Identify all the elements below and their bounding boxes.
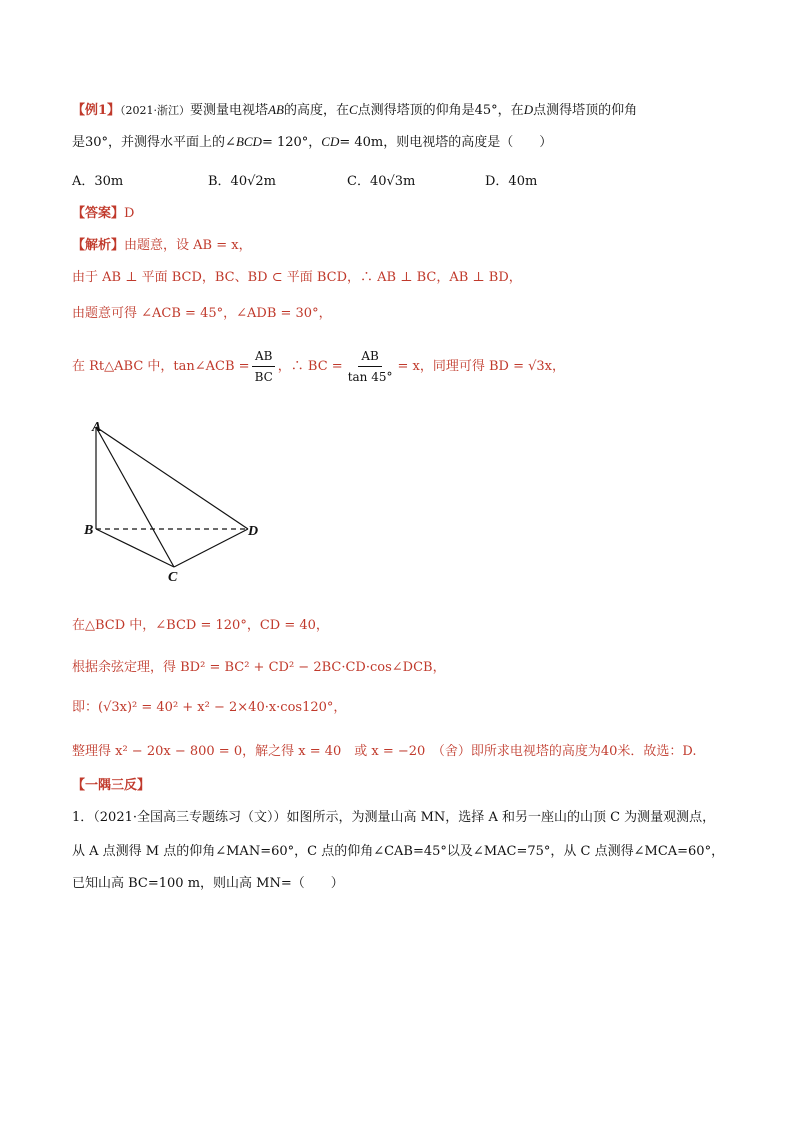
option-b: B．40√2m (208, 174, 276, 189)
analysis-line-7: 即：(√3x)² = 40² + x² − 2×40·x·cos120°， (72, 700, 347, 715)
var-bcd: BCD (235, 134, 262, 149)
example-tag: 【例1】 (72, 103, 121, 118)
analysis-line-5: 在△BCD 中，∠BCD = 120°，CD = 40， (72, 618, 329, 633)
analysis-line-3: 由题意可得 ∠ACB = 45°，∠ADB = 30°， (72, 306, 332, 321)
analysis-line-1 (72, 236, 252, 256)
fraction-num: AB (358, 346, 381, 367)
example-text: 点测得塔顶的仰角 (533, 103, 638, 118)
fraction-num: AB (252, 346, 275, 367)
analysis-text: = x，同理可得 BD = √3x， (397, 358, 566, 374)
option-d: D．40m (485, 174, 538, 189)
label-b: B (84, 523, 94, 538)
example-text: = 40m，则电视塔的高度是（ ） (339, 135, 553, 150)
var-ab: AB (268, 102, 284, 117)
analysis-text: ，∴ BC = (277, 358, 343, 374)
var-d: D (523, 102, 534, 117)
analysis-line-4 (72, 346, 565, 387)
fraction-ab-bc (252, 346, 276, 387)
example-line-1 (72, 100, 637, 121)
edge-cd (174, 529, 248, 567)
analysis-text: 在 Rt△ABC 中，tan∠ACB = (72, 358, 250, 374)
analysis-line-2: 由于 AB ⊥ 平面 BCD，BC、BD ⊂ 平面 BCD，∴ AB ⊥ BC，AB ⊥ BD， (72, 270, 522, 285)
example-text: = 120°， (261, 135, 322, 150)
example-source: （2021·浙江） (120, 104, 191, 117)
exercise-line-3: 已知山高 BC=100 m，则山高 MN=（ ） (72, 876, 344, 891)
example-text: 的高度，在 (283, 103, 349, 118)
fraction-den: tan 45° (347, 370, 393, 384)
option-c: C．40√3m (347, 174, 416, 189)
analysis-line-6: 根据余弦定理，得 BD² = BC² + CD² − 2BC·CD·cos∠DCB， (72, 660, 446, 675)
exercise-line-1: 1．（2021·全国高三专题练习（文））如图所示，为测量山高 MN，选择 A 和另一座山的山顶 C 为测量观测点， (72, 810, 716, 825)
label-c: C (168, 570, 178, 585)
answer-line (72, 204, 134, 224)
var-c: C (348, 102, 358, 117)
analysis-line-8: 整理得 x² − 20x − 800 = 0，解之得 x = 40 或 x = −20 （舍）即所求电视塔的高度为40米．故选：D. (72, 744, 697, 759)
example-line-2 (72, 132, 552, 153)
edge-ad (96, 427, 248, 529)
exercise-line-2: 从 A 点测得 M 点的仰角∠MAN=60°，C 点的仰角∠CAB=45°以及∠MAC=75°，从 C 点测得∠MCA=60°， (72, 844, 725, 859)
label-a: A (92, 420, 102, 435)
section-title: 【一隅三反】 (72, 778, 151, 793)
label-d: D (248, 524, 259, 539)
var-cd: CD (321, 134, 340, 149)
edge-bc (96, 529, 174, 567)
answer-value: D (124, 206, 135, 221)
option-a: A．30m (72, 174, 124, 189)
edge-ac (96, 427, 174, 567)
analysis-text: 由题意，设 AB = x， (124, 238, 252, 253)
pyramid-figure (80, 415, 270, 585)
analysis-label: 【解析】 (72, 238, 125, 253)
fraction-ab-tan45 (345, 346, 396, 387)
example-text: 点测得塔顶的仰角是45°，在 (357, 103, 524, 118)
example-text: 要测量电视塔 (190, 103, 269, 118)
example-text: 是30°，并测得水平面上的∠ (72, 135, 236, 150)
answer-label: 【答案】 (72, 206, 125, 221)
fraction-den: BC (254, 370, 273, 384)
